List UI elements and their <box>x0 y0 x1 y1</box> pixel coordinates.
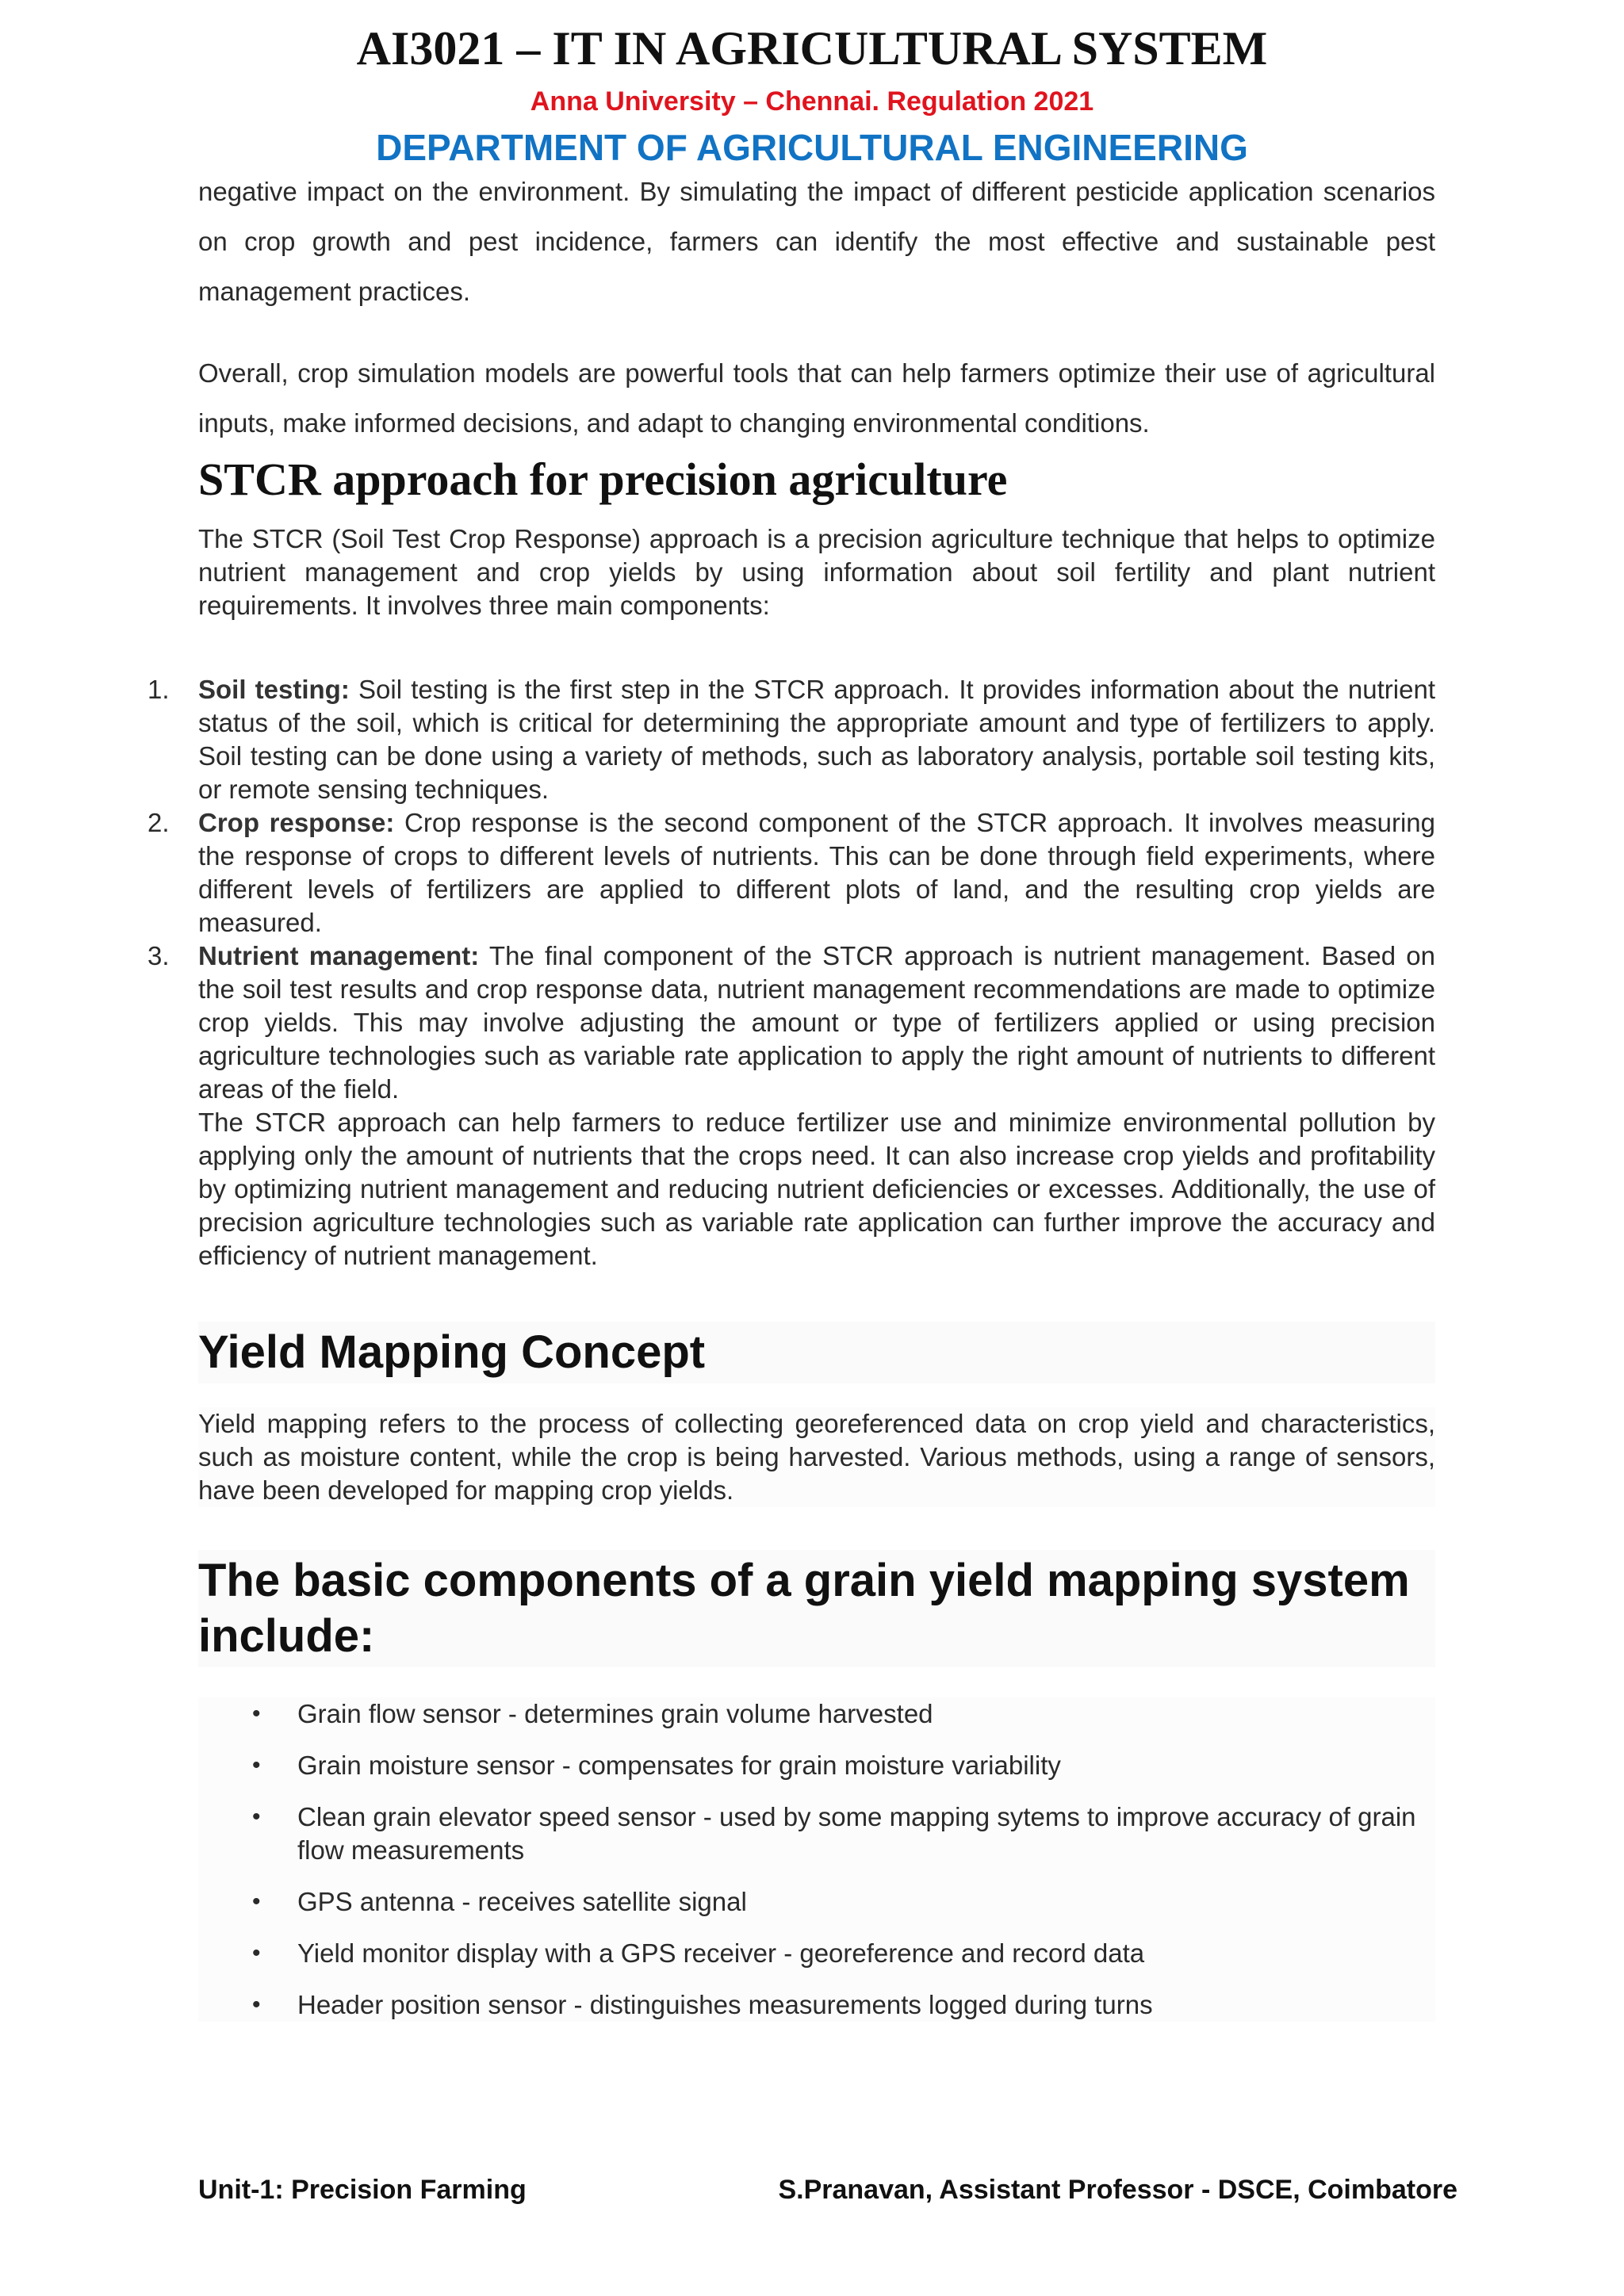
intro-paragraph-2: Overall, crop simulation models are powerful tools that can help farmers optimize their use of agricultural inputs, make informed decisions, and adapt to changing environmental conditions. <box>198 358 1435 438</box>
list-item: • Header position sensor - distinguishes measurements logged during turns <box>198 1988 1435 2022</box>
components-list <box>198 1697 1435 2022</box>
item-text: Crop response is the second component of the STCR approach. It involves measuring the response of crops to different levels of nutrients. This can be done through field experiments, where different levels of fertilizers are applied to different plots of land, and the resulting crop yields are measured. <box>198 808 1435 937</box>
page-content <box>147 166 1435 2040</box>
bullet-icon: • <box>252 1992 261 2018</box>
list-item: • Yield monitor display with a GPS receiver - georeference and record data <box>198 1937 1435 1970</box>
list-item: • Clean grain elevator speed sensor - used by some mapping sytems to improve accuracy of grain flow measurements <box>252 1802 1416 1865</box>
footer-author: S.Pranavan, Assistant Professor - DSCE, Coimbatore <box>778 2175 1457 2205</box>
stcr-closing: The STCR approach can help farmers to reduce fertilizer use and minimize environmental pollution by applying only the amount of nutrients that the crops need. It can also increase crop yields and profitability by optimizing nutrient management and reducing nutrient deficiencies or excesses. Additionally, the use of precision agriculture technologies such as variable rate application can further improve the accuracy and efficiency of nutrient management. <box>198 1108 1435 1270</box>
stcr-heading: STCR approach for precision agriculture <box>198 453 1008 505</box>
stcr-item-nutrient-management <box>147 939 1435 1106</box>
bullet-icon: • <box>252 1804 261 1830</box>
bullet-icon: • <box>252 1701 261 1727</box>
yield-mapping-text: Yield mapping refers to the process of collecting georeferenced data on crop yield and characteristics, such as moisture content, while the crop is being harvested. Various methods, using a range of sensors, have been developed for mapping crop yields. <box>198 1407 1435 1507</box>
page-header <box>0 16 1624 171</box>
stcr-item-crop-response <box>147 806 1435 939</box>
list-number: 1. <box>147 675 170 704</box>
item-term: Nutrient management: <box>198 941 480 970</box>
list-item: • Grain flow sensor - determines grain volume harvested <box>198 1697 1435 1731</box>
list-number: 3. <box>147 941 170 970</box>
item-text: The final component of the STCR approach is nutrient management. Based on the soil test results and crop response data, nutrient management recommendations are made to optimize crop yields. This may involve adjusting the amount or type of fertilizers applied or using precision agriculture technologies such as variable rate application to apply the right amount of nutrients to different areas of the field. <box>198 941 1435 1104</box>
department-line: DEPARTMENT OF AGRICULTURAL ENGINEERING <box>376 127 1248 168</box>
yield-mapping-heading: Yield Mapping Concept <box>198 1322 1435 1383</box>
item-term: Crop response: <box>198 808 395 837</box>
stcr-components-list <box>147 673 1435 1106</box>
bullet-icon: • <box>252 1752 261 1778</box>
bullet-icon: • <box>252 1888 261 1915</box>
list-item: • GPS antenna - receives satellite signal <box>198 1885 1435 1919</box>
intro-paragraph-1: negative impact on the environment. By simulating the impact of different pesticide application scenarios on crop growth and pest incidence, farmers can identify the most effective and sustainable pest management practices. <box>198 177 1435 306</box>
university-line: Anna University – Chennai. Regulation 2021 <box>530 86 1094 117</box>
course-title: AI3021 – IT IN AGRICULTURAL SYSTEM <box>356 22 1268 75</box>
stcr-intro: The STCR (Soil Test Crop Response) approach is a precision agriculture technique that helps to optimize nutrient management and crop yields by using information about soil fertility and plant nutrient requirements. It involves three main components: <box>198 524 1435 620</box>
stcr-item-soil-testing <box>147 673 1435 806</box>
footer-unit: Unit-1: Precision Farming <box>198 2175 527 2205</box>
item-term: Soil testing: <box>198 675 350 704</box>
item-text: Soil testing is the first step in the STCR approach. It provides information about the nutrient status of the soil, which is critical for determining the appropriate amount and type of fertilizers to apply. Soil testing can be done using a variety of methods, such as laboratory analysis, portable soil testing kits, or remote sensing techniques. <box>198 675 1435 804</box>
list-number: 2. <box>147 808 170 837</box>
list-item: • Grain moisture sensor - compensates for grain moisture variability <box>198 1749 1435 1782</box>
bullet-icon: • <box>252 1940 261 1966</box>
components-heading: The basic components of a grain yield mapping system include: <box>198 1550 1435 1667</box>
